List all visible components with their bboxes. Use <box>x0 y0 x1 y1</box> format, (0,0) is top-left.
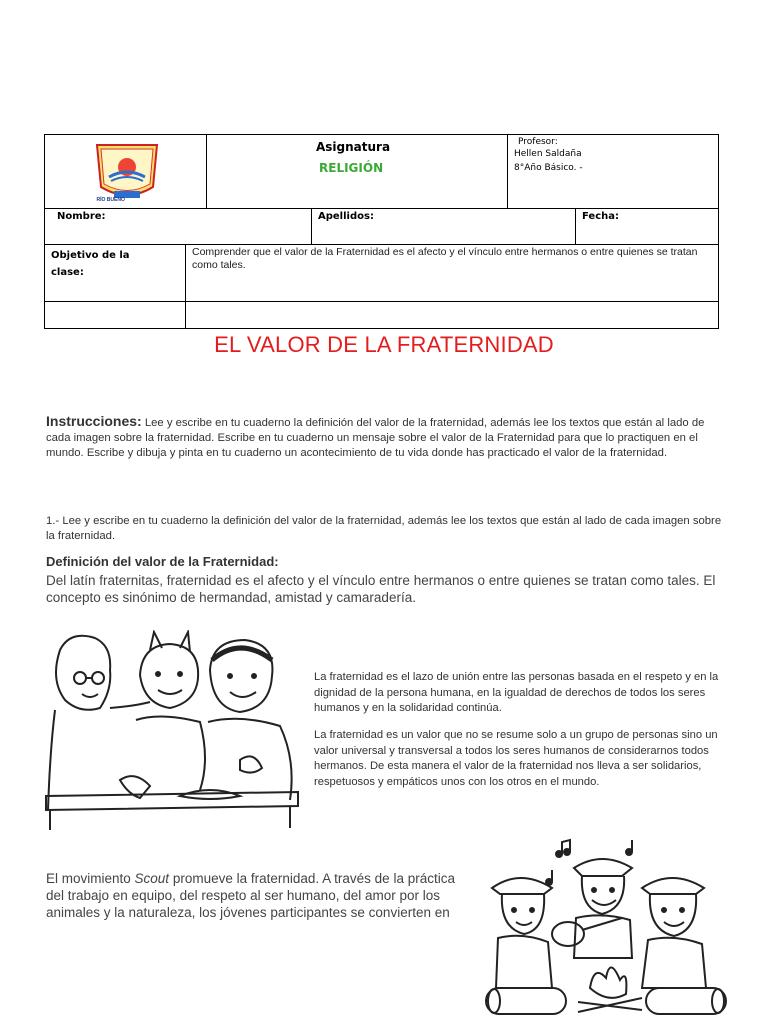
student-table <box>44 208 719 245</box>
empty-cell-left <box>45 302 186 329</box>
objective-label-2: clase: <box>51 267 84 278</box>
objective-text: Comprender que el valor de la Fraternidad es el afecto y el vínculo entre hermanos o entre quienes se tratan como tales. <box>192 246 698 271</box>
page-title: EL VALOR DE LA FRATERNIDAD <box>214 332 554 357</box>
instructions-label: Instrucciones: <box>46 413 142 429</box>
logo-text-bottom: RÍO BUENO <box>96 196 125 203</box>
instructions-text: Lee y escribe en tu cuaderno la definición del valor de la fraternidad, además lee los textos que están al lado de cada imagen sobre la fraternidad. Escribe en tu cuaderno un mensaje sobre el valor de la Fraternidad para que lo practiquen en el mundo. Escribe y dibuja y pinta en tu cuaderno un acontecimiento de tu vida donde has practicado el valor de la fraternidad. <box>46 417 705 459</box>
objective-text-cell <box>186 245 719 302</box>
surname-cell[interactable] <box>312 209 576 245</box>
subject-label: Asignatura <box>316 140 391 154</box>
objective-label-1: Objetivo de la <box>51 250 130 261</box>
children-reading-illustration <box>40 630 302 832</box>
empty-cell-right <box>186 302 719 329</box>
scouts-campfire-illustration <box>482 838 730 1022</box>
teacher-cell <box>508 135 719 209</box>
instructions-block <box>46 414 728 461</box>
objective-label-cell <box>45 245 186 302</box>
surname-label: Apellidos: <box>318 211 374 222</box>
grade-text: 8°Año Básico. - <box>514 163 583 173</box>
scout-text <box>46 870 474 921</box>
scout-text-after: promueve la fraternidad. A través de la práctica del trabajo en equipo, del respeto al ser humano, del amor por los animales y la naturaleza, los jóvenes participantes se convierten en <box>46 871 455 920</box>
logo-cell <box>45 135 207 209</box>
subject-value: RELIGIÓN <box>319 161 384 175</box>
teacher-name: Hellen Saldaña <box>514 149 582 159</box>
step-1-text: 1.- Lee y escribe en tu cuaderno la definición del valor de la fraternidad, además lee los textos que están al lado de cada imagen sobre la fraternidad. <box>46 515 722 542</box>
date-label: Fecha: <box>582 211 620 222</box>
scout-text-before: El movimiento <box>46 871 135 886</box>
side-text-2: La fraternidad es un valor que no se resume solo a un grupo de personas sino un valor universal y transversal a todos los seres humanos de considerarnos todos hermanos. De esta manera el valor de la fraternidad nos lleva a ser solidarios, respetuosos y empáticos unos con los otros en el mundo. <box>314 729 718 788</box>
name-cell[interactable] <box>45 209 312 245</box>
scout-text-italic: Scout <box>134 871 170 886</box>
definition-text: Del latín fraternitas, fraternidad es el afecto y el vínculo entre hermanos o entre quienes se tratan como tales. El concepto es sinónimo de hermandad, amistad y camaradería. <box>46 573 716 605</box>
objective-table <box>44 244 719 329</box>
definition-heading: Definición del valor de la Fraternidad: <box>46 554 279 569</box>
header-table <box>44 134 719 209</box>
date-cell[interactable] <box>576 209 719 245</box>
name-label: Nombre: <box>57 211 106 222</box>
side-text-1: La fraternidad es el lazo de unión entre las personas basada en el respeto y en la dignidad de la persona humana, en la igualdad de derechos de todos los seres humanos y en la solidaridad continúa. <box>314 671 719 714</box>
subject-cell <box>207 135 508 209</box>
teacher-label: Profesor: <box>518 137 558 147</box>
